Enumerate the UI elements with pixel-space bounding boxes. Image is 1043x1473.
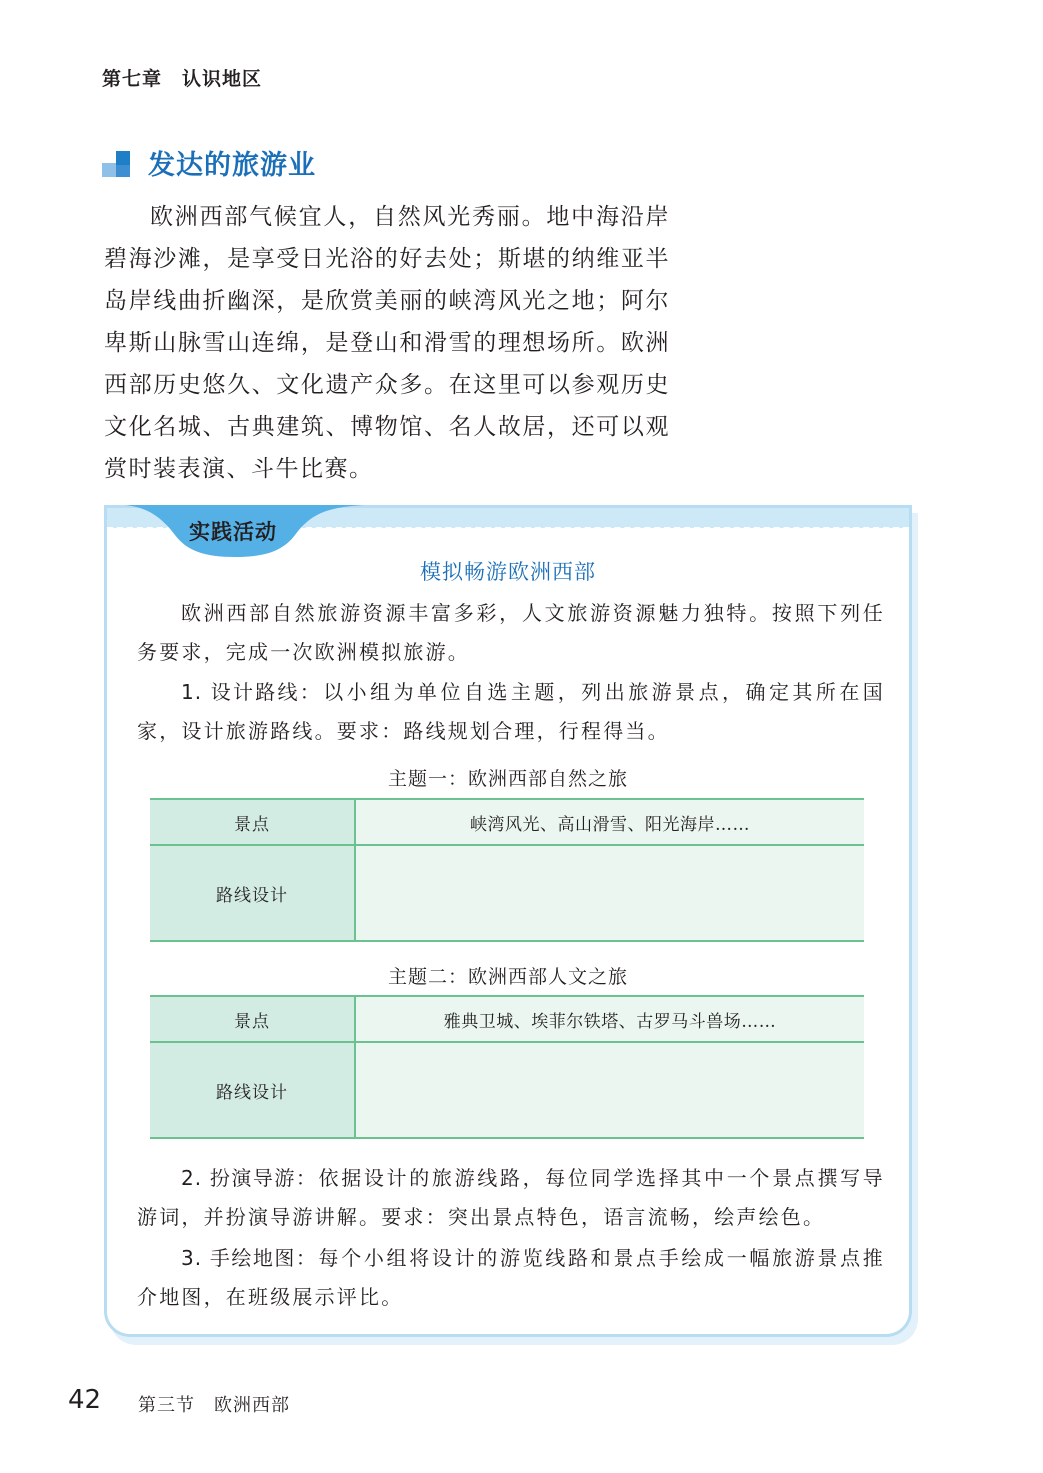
activity-tab-label: 实践活动 [189, 520, 277, 544]
squares-icon [102, 145, 136, 179]
table-row [150, 799, 864, 845]
table-row [150, 845, 864, 941]
theme-2-table [150, 995, 864, 1139]
practice-activity-box [104, 505, 912, 1337]
page-number: 42 [68, 1385, 102, 1415]
route-design-value [355, 1042, 864, 1138]
task-2 [137, 1159, 885, 1237]
route-design-label: 路线设计 [150, 1042, 355, 1138]
task-2-head: 2. 扮演导游 [181, 1166, 296, 1190]
task-1-text: ：以小组为单位自选主题，列出旅游景点，确定其所在国家，设计旅游路线。要求：路线规划合理，行程得当。 [137, 680, 885, 743]
section-heading [102, 142, 316, 182]
theme-2-caption: 主题二：欧洲西部人文之旅 [387, 966, 628, 988]
section-title: 发达的旅游业 [148, 149, 316, 181]
chapter-header: 第七章 认识地区 [102, 68, 263, 90]
theme-1-caption: 主题一：欧洲西部自然之旅 [387, 768, 628, 790]
attractions-label: 景点 [150, 996, 355, 1042]
route-design-value [355, 845, 864, 941]
route-design-label: 路线设计 [150, 845, 355, 941]
attractions-label: 景点 [150, 799, 355, 845]
footer-section-name: 第三节 欧洲西部 [138, 1395, 290, 1416]
activity-intro: 欧洲西部自然旅游资源丰富多彩，人文旅游资源魅力独特。按照下列任务要求，完成一次欧洲模拟旅游。 [137, 601, 885, 664]
task-1-head: 1. 设计路线 [181, 680, 300, 704]
task-3-head: 3. 手绘地图 [181, 1246, 296, 1270]
attractions-value: 雅典卫城、埃菲尔铁塔、古罗马斗兽场…… [355, 996, 864, 1042]
theme-1-table [150, 798, 864, 942]
body-paragraph: 欧洲西部气候宜人，自然风光秀丽。地中海沿岸碧海沙滩，是享受日光浴的好去处；斯堪的纳维亚半岛岸线曲折幽深，是欣赏美丽的峡湾风光之地；阿尔卑斯山脉雪山连绵，是登山和滑雪的理想场所。欧洲西部历史悠久、文化遗产众多。在这里可以参观历史文化名城、古典建筑、博物馆、名人故居，还可以观赏时装表演、斗牛比赛。 [104, 204, 670, 482]
activity-title: 模拟畅游欧洲西部 [420, 560, 596, 584]
task-2-text: ：依据设计的旅游线路，每位同学选择其中一个景点撰写导游词，并扮演导游讲解。要求：突出景点特色，语言流畅，绘声绘色。 [137, 1166, 885, 1229]
task-3-text: ：每个小组将设计的游览线路和景点手绘成一幅旅游景点推介地图，在班级展示评比。 [137, 1246, 885, 1309]
table-row [150, 996, 864, 1042]
task-3 [137, 1239, 885, 1317]
attractions-value: 峡湾风光、高山滑雪、阳光海岸…… [355, 799, 864, 845]
table-row [150, 1042, 864, 1138]
task-1 [137, 673, 885, 751]
